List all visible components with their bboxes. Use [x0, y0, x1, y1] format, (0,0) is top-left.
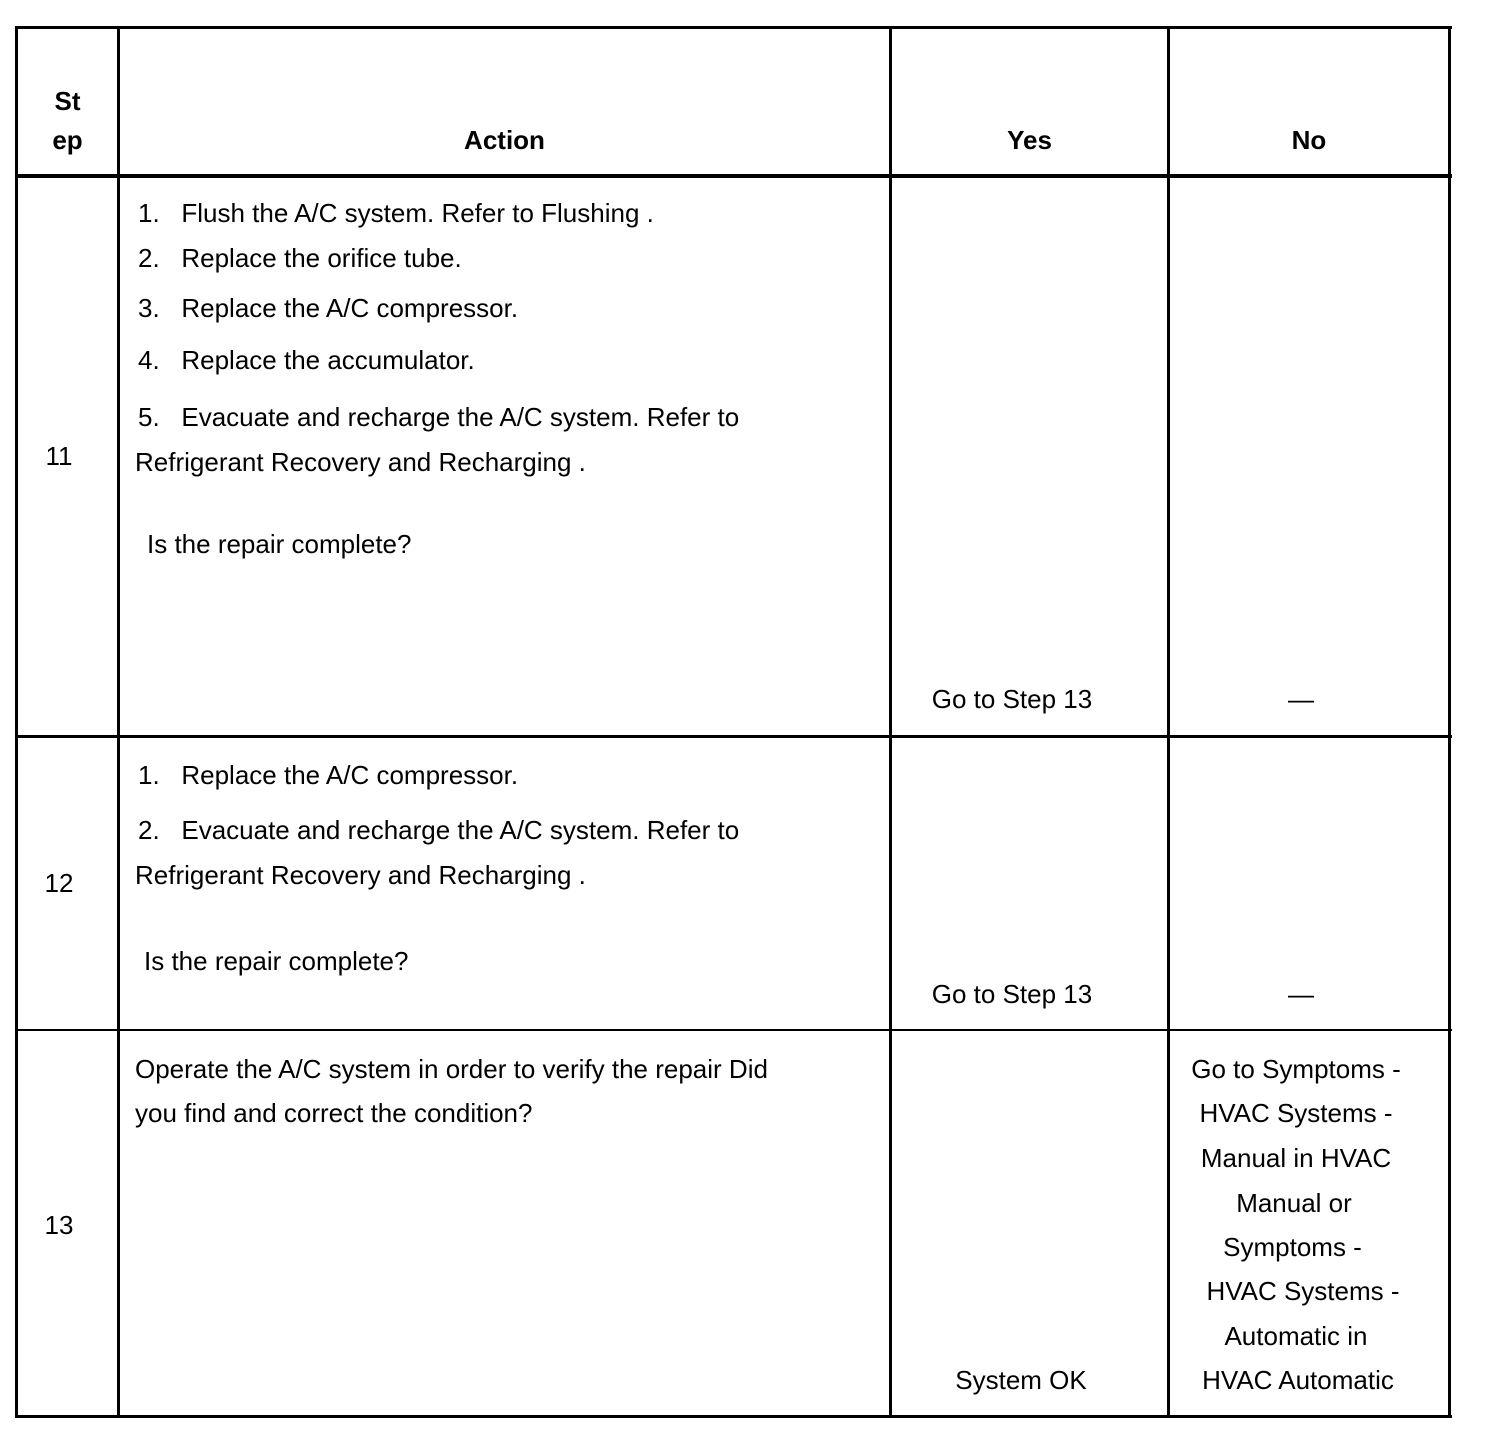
row-13-action-1: Operate the A/C system in order to verify the repair Did: [135, 1054, 768, 1084]
row-11-no: —: [1288, 684, 1314, 714]
action-column-divider: [889, 26, 892, 1418]
row-11-yes: Go to Step 13: [931, 684, 1093, 714]
row-12-action-2: 2. Evacuate and recharge the A/C system. Refer to: [138, 815, 740, 845]
row-11-action-5-cont: Refrigerant Recovery and Recharging .: [135, 447, 586, 477]
row-12-action-1: 1. Replace the A/C compressor.: [138, 760, 519, 790]
row-13-no-line-7: Automatic in: [1224, 1321, 1368, 1351]
row-13-no-line-4: Manual or: [1236, 1188, 1352, 1218]
row-13-no-line-1: Go to Symptoms -: [1191, 1054, 1401, 1084]
header-step-line2: ep: [52, 125, 83, 155]
row-11-action-2: 2. Replace the orifice tube.: [138, 243, 462, 273]
table-right-border: [1448, 26, 1451, 1418]
row-13-no-line-2: HVAC Systems -: [1199, 1098, 1393, 1128]
row-11-action-4: 4. Replace the accumulator.: [138, 345, 475, 375]
row-11-action-1: 1. Flush the A/C system. Refer to Flushing .: [138, 198, 654, 228]
row-13-step: 13: [44, 1210, 74, 1240]
row-12-no: —: [1288, 979, 1314, 1009]
step-column-divider: [117, 26, 120, 1418]
row-13-action-2: you find and correct the condition?: [135, 1098, 533, 1128]
row-13-yes: System OK: [955, 1365, 1087, 1395]
row-12-question: Is the repair complete?: [144, 946, 409, 976]
row-12-action-2-cont: Refrigerant Recovery and Recharging .: [135, 860, 586, 890]
row-13-no-line-6: HVAC Systems -: [1206, 1276, 1400, 1306]
row-12-step: 12: [44, 868, 74, 898]
row-11-action-3: 3. Replace the A/C compressor.: [138, 293, 519, 323]
row-11-step: 11: [45, 441, 73, 471]
row-13-no-line-5: Symptoms -: [1223, 1232, 1362, 1262]
header-no: No: [1291, 125, 1327, 155]
row-13-no-line-8: HVAC Automatic: [1202, 1365, 1394, 1395]
row-12-yes: Go to Step 13: [931, 979, 1093, 1009]
row-11-question: Is the repair complete?: [147, 529, 412, 559]
header-yes: Yes: [1007, 125, 1052, 155]
table-bottom-border: [15, 1415, 1452, 1418]
header-step-line1: St: [54, 86, 81, 116]
header-bottom-border: [15, 174, 1452, 178]
row-12-bottom-border: [15, 1029, 1452, 1031]
table-top-border: [15, 26, 1452, 29]
row-11-action-5: 5. Evacuate and recharge the A/C system. Refer to: [138, 402, 740, 432]
header-action: Action: [464, 125, 545, 155]
row-13-no-line-3: Manual in HVAC: [1200, 1143, 1392, 1173]
row-11-bottom-border: [15, 735, 1452, 738]
